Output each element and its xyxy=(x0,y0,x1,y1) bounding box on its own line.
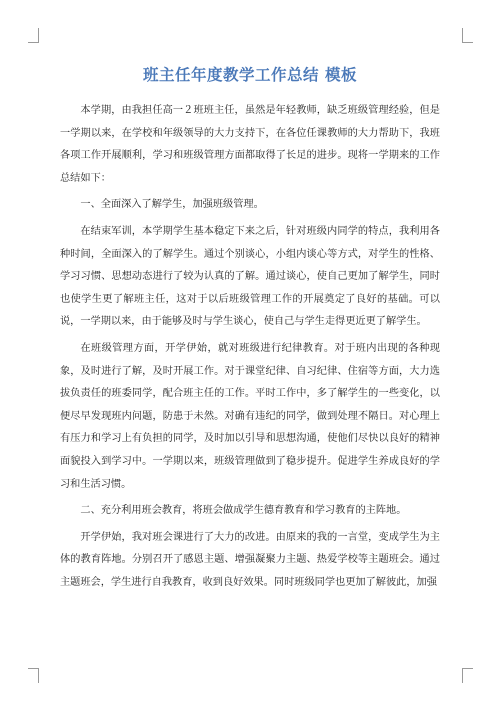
paragraph-understanding-students: 在结束军训，本学期学生基本稳定下来之后，针对班级内同学的特点，我利用各种时间，全面深入的了解学生。通过个别谈心，小组内谈心等方式，对学生的性格、学习习惯、思想动态进行了较为认真的了解。通过谈心，使自己更加了解学生，同时也使学生更了解班主任，这对于以后班级管理工作的开展奠定了良好的基础。可以说，一学期以来，由于能够及时与学生谈心，使自己与学生走得更近更了解学生。 xyxy=(60,225,440,328)
crop-mark-bottom-left xyxy=(28,668,39,683)
paragraph-class-management: 在班级管理方面，开学伊始，就对班级进行纪律教育。对于班内出现的各种现象，及时进行了解，及时开展工作。对于课堂纪律、自习纪律、住宿等方面，大力选拔负责任的班委同学，配合班主任的工作。平时工作中，多了解学生的一些变化，以便尽早发现班内问题，防患于未然。对确有违纪的同学，做到处理不隔日。对心理上有压力和学习上有负担的同学，及时加以引导和思想沟通，使他们尽快以良好的精神面貌投入到学习中。一学期以来，班级管理做到了稳步提升。促进学生养成良好的学习和生活习惯。 xyxy=(60,342,440,490)
document-title: 班主任年度教学工作总结 模板 xyxy=(143,66,357,84)
crop-mark-top-left xyxy=(28,28,39,43)
paragraph-intro: 本学期，由我担任高一２班班主任，虽然是年轻教师，缺乏班级管理经验，但是一学期以来，在学校和年级领导的大力支持下，在各位任课教师的大力帮助下，我班各项工作开展顺利，学习和班级管理方面都取得了长足的进步。现将一学期来的工作总结如下： xyxy=(60,105,440,184)
crop-mark-top-right xyxy=(462,28,473,43)
section-heading-1: 一、全面深入了解学生，加强班级管理。 xyxy=(80,199,264,211)
section-heading-2: 二、充分利用班会教育，将班会做成学生德育教育和学习教育的主阵地。 xyxy=(80,505,407,517)
crop-mark-bottom-right xyxy=(462,668,473,683)
document-body xyxy=(60,100,440,594)
paragraph-class-meetings: 开学伊始，我对班会课进行了大力的改进。由原来的我的一言堂，变成学生为主体的教育阵地。分别召开了感恩主题、增强凝聚力主题、热爱学校等主题班会。通过主题班会，学生进行自我教育，收到良好效果。同时班级同学也更加了解彼此，加强 xyxy=(60,531,440,588)
